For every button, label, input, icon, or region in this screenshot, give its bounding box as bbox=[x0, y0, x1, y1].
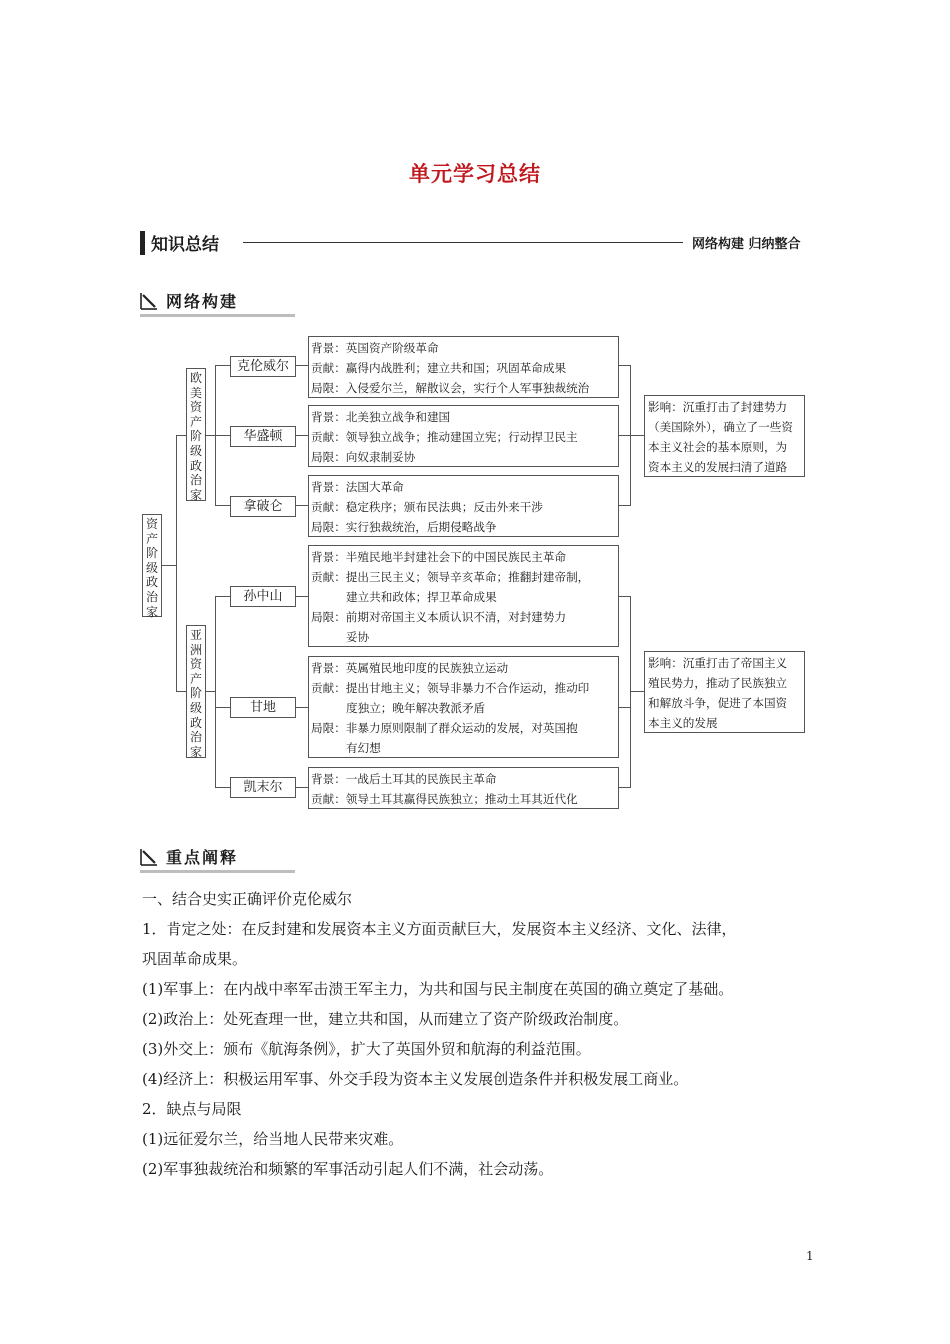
page-title: 单元学习总结 bbox=[409, 162, 541, 186]
paragraph: (1)远征爱尔兰，给当地人民带来灾难。 bbox=[142, 1130, 404, 1148]
subsection-underline bbox=[140, 870, 295, 873]
impact-box-west: 影响：沉重打击了封建势力 （美国除外），确立了一些资 本主义社会的基本原则，为 资本主义的发展扫清了道路 bbox=[644, 395, 805, 477]
section-rule bbox=[243, 242, 683, 243]
paragraph: (3)外交上：颁布《航海条例》，扩大了英国外贸和航海的利益范围。 bbox=[142, 1040, 591, 1058]
group-asia-box: 亚 洲 资 产 阶 级 政 治 家 bbox=[186, 625, 206, 758]
detail-box-napoleon: 背景：法国大革命 贡献：稳定秩序；颁布民法典；反击外来干涉 局限：实行独裁统治，后期侵略战争 bbox=[308, 475, 619, 537]
detail-box-cromwell: 背景：英国资产阶级革命 贡献：赢得内战胜利；建立共和国；巩固革命成果 局限：入侵爱尔兰，解散议会，实行个人军事独裁统治 bbox=[308, 336, 619, 398]
person-box-cromwell: 克伦威尔 bbox=[230, 356, 296, 377]
detail-box-sun-yat-sen: 背景：半殖民地半封建社会下的中国民族民主革命 贡献：提出三民主义；领导辛亥革命；推翻封建帝制， 建立共和政体；捍卫革命成果 局限：前期对帝国主义本质认识不清，对封建势力 妥协 bbox=[308, 545, 619, 647]
detail-box-ataturk: 背景：一战后土耳其的民族民主革命 贡献：领导土耳其赢得民族独立；推动土耳其近代化 bbox=[308, 767, 619, 809]
paragraph: 一、结合史实正确评价克伦威尔 bbox=[142, 890, 353, 908]
detail-box-washington: 背景：北美独立战争和建国 贡献：领导独立战争；推动建国立宪；行动捍卫民主 局限：向奴隶制妥协 bbox=[308, 405, 619, 467]
section-title: 知识总结 bbox=[151, 235, 219, 255]
person-box-sun-yat-sen: 孙中山 bbox=[230, 586, 296, 607]
person-box-washington: 华盛顿 bbox=[230, 426, 296, 447]
root-box: 资 产 阶 级 政 治 家 bbox=[142, 514, 162, 617]
paragraph: 巩固革命成果。 bbox=[142, 950, 248, 968]
section-bar bbox=[140, 231, 145, 255]
impact-box-asia: 影响：沉重打击了帝国主义 殖民势力，推动了民族独立 和解放斗争，促进了本国资 本主义的发展 bbox=[644, 651, 805, 733]
body-text bbox=[142, 884, 812, 1184]
subsection-underline bbox=[140, 314, 295, 317]
corner-arrow-icon bbox=[140, 848, 158, 866]
detail-box-gandhi: 背景：英属殖民地印度的民族独立运动 贡献：提出甘地主义；领导非暴力不合作运动，推动印 度独立；晚年解决教派矛盾 局限：非暴力原则限制了群众运动的发展，对英国抱 有幻想 bbox=[308, 656, 619, 758]
person-box-napoleon: 拿破仑 bbox=[230, 496, 296, 517]
subsection-title: 重点阐释 bbox=[166, 848, 239, 867]
subsection-network bbox=[140, 287, 295, 317]
subsection-key-points bbox=[140, 843, 295, 873]
paragraph: (1)军事上：在内战中率军击溃王军主力，为共和国与民主制度在英国的确立奠定了基础。 bbox=[142, 980, 734, 998]
section-subtitle: 网络构建 归纳整合 bbox=[692, 237, 801, 252]
paragraph: (4)经济上：积极运用军事、外交手段为资本主义发展创造条件并积极发展工商业。 bbox=[142, 1070, 689, 1088]
person-box-ataturk: 凯末尔 bbox=[230, 777, 296, 798]
corner-arrow-icon bbox=[140, 292, 158, 310]
page-number: 1 bbox=[806, 1249, 814, 1263]
paragraph: 2．缺点与局限 bbox=[142, 1100, 242, 1118]
paragraph: (2)政治上：处死查理一世，建立共和国，从而建立了资产阶级政治制度。 bbox=[142, 1010, 629, 1028]
paragraph: (2)军事独裁统治和频繁的军事活动引起人们不满，社会动荡。 bbox=[142, 1160, 554, 1178]
person-box-gandhi: 甘地 bbox=[230, 697, 296, 718]
paragraph: 1．肯定之处：在反封建和发展资本主义方面贡献巨大，发展资本主义经济、文化、法律， bbox=[142, 920, 737, 938]
group-west-box: 欧 美 资 产 阶 级 政 治 家 bbox=[186, 368, 206, 501]
subsection-title: 网络构建 bbox=[166, 292, 239, 311]
